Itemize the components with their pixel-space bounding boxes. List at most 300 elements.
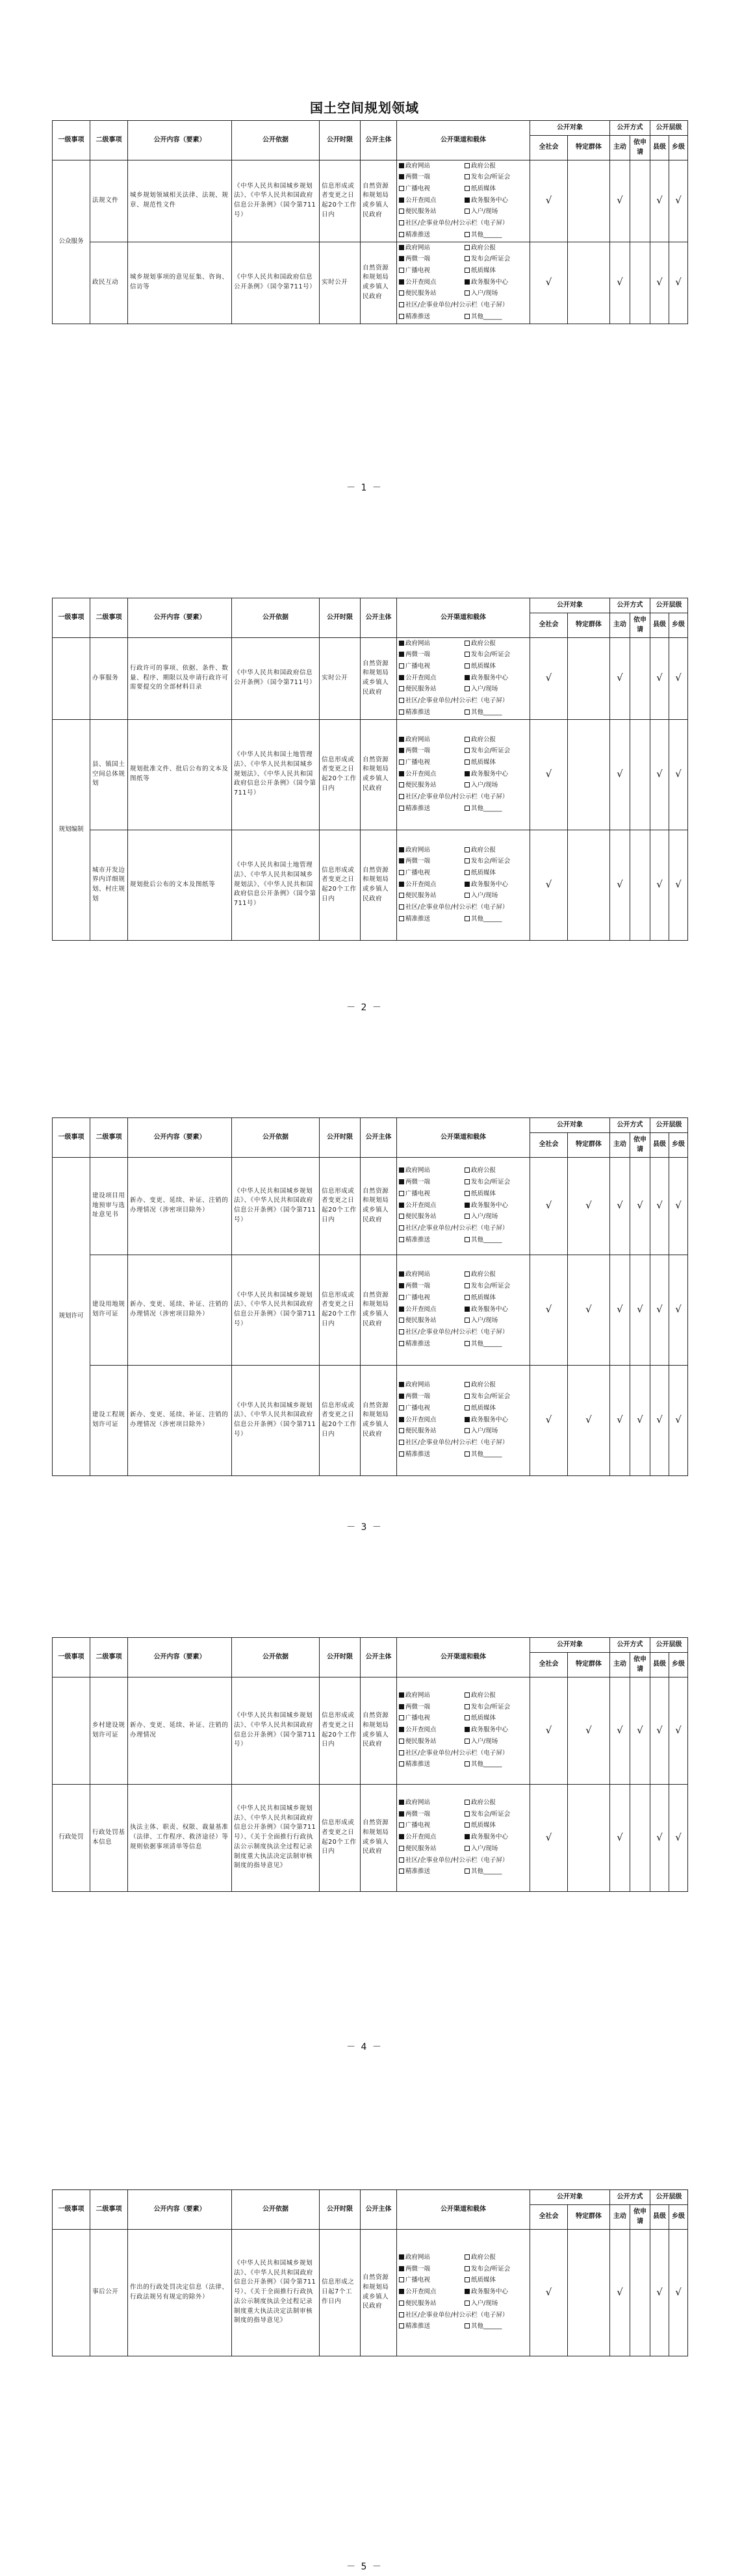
content-cell: 规划批后公布的文本及图纸等 xyxy=(128,830,232,940)
carrier-option-book xyxy=(399,1450,462,1460)
carrier-label: 便民服务站 xyxy=(405,1844,437,1852)
carrier-option-board xyxy=(399,1416,462,1425)
carrier-label: 广播电视 xyxy=(405,758,431,766)
carrier-option-two_micro xyxy=(399,1810,462,1820)
carrier-option-book xyxy=(399,804,462,814)
col-level2-header: 二级事项 xyxy=(90,2190,128,2230)
carrier-option-gov_bulletin xyxy=(465,2253,528,2263)
col-subject-header: 公开主体 xyxy=(361,1638,397,1677)
col-subject-header: 公开主体 xyxy=(361,1118,397,1158)
subject-cell: 自然资源和规划局或乡镇人民政府 xyxy=(361,242,397,324)
mode-apply-tick: √ xyxy=(630,1365,650,1475)
carrier-label: 其他______ xyxy=(471,2323,502,2330)
checked-box-icon xyxy=(399,256,404,261)
unchecked-box-icon xyxy=(465,1846,470,1851)
carrier-label: 社区/企事业单位/村公示栏（电子屏） xyxy=(405,220,509,227)
carrier-option-radio xyxy=(399,869,462,878)
carrier-label: 政府公报 xyxy=(471,2253,496,2261)
carrier-label: 广播电视 xyxy=(405,2276,431,2284)
header-row xyxy=(53,1118,688,1133)
carrier-option-convenience xyxy=(399,1316,462,1326)
carrier-option-paper xyxy=(465,1714,528,1724)
carrier-option-press xyxy=(465,1703,528,1713)
level1-cell: 规划编制 xyxy=(53,719,90,940)
unchecked-box-icon xyxy=(399,232,404,237)
carrier-label: 纸质媒体 xyxy=(471,266,496,274)
level-town-tick: √ xyxy=(669,242,688,324)
carrier-label: 两微一端 xyxy=(405,1179,431,1186)
col-mode-active-header: 主动 xyxy=(610,613,630,637)
carrier-label: 两微一端 xyxy=(405,1703,431,1711)
carrier-option-gov_bulletin xyxy=(465,1798,528,1808)
checked-box-icon xyxy=(399,1834,404,1839)
carrier-label: 政务服务中心 xyxy=(471,1726,509,1734)
subject-cell: 自然资源和规划局或乡镇人民政府 xyxy=(361,719,397,830)
carrier-option-two_micro xyxy=(399,1282,462,1292)
carrier-label: 便民服务站 xyxy=(405,208,437,216)
unchecked-box-icon xyxy=(399,1846,404,1851)
unchecked-box-icon xyxy=(465,268,470,273)
carrier-label: 政府公报 xyxy=(471,735,496,743)
carrier-option-gov_bulletin xyxy=(465,1270,528,1280)
checked-box-icon xyxy=(399,1692,404,1698)
col-level-town-header: 乡级 xyxy=(669,2204,688,2229)
carrier-label: 发布会/听证会 xyxy=(471,1703,511,1711)
carrier-option-service xyxy=(465,2288,528,2297)
unchecked-box-icon xyxy=(399,1822,404,1828)
unchecked-box-icon xyxy=(465,209,470,214)
carrier-label: 公开查阅点 xyxy=(405,196,437,204)
carrier-label: 社区/企事业单位/村公示栏（电子屏） xyxy=(405,1225,509,1232)
level1-cell: 行政处罚 xyxy=(53,1784,90,1891)
mode-active-tick: √ xyxy=(610,242,630,324)
carrier-label: 公开查阅点 xyxy=(405,674,437,682)
col-mode-header: 公开方式 xyxy=(610,598,650,613)
carrier-option-radio xyxy=(399,185,462,194)
carrier-label: 纸质媒体 xyxy=(471,758,496,766)
unchecked-box-icon xyxy=(399,1329,404,1334)
carrier-label: 政府网站 xyxy=(405,846,431,854)
carrier-label: 纸质媒体 xyxy=(471,662,496,670)
col-target-all-header: 全社会 xyxy=(530,135,568,160)
carrier-label: 发布会/听证会 xyxy=(471,858,511,865)
table-row xyxy=(53,1677,688,1784)
carrier-label: 社区/企事业单位/村公示栏（电子屏） xyxy=(405,301,509,309)
carrier-label: 精准推送 xyxy=(405,1450,431,1458)
checked-box-icon xyxy=(399,1179,404,1184)
col-time-header: 公开时限 xyxy=(320,598,361,638)
carrier-label: 政府网站 xyxy=(405,639,431,647)
unchecked-box-icon xyxy=(465,245,470,250)
carrier-option-convenience xyxy=(399,1212,462,1222)
carrier-label: 社区/企事业单位/村公示栏（电子屏） xyxy=(405,697,509,705)
carrier-option-press xyxy=(465,1392,528,1402)
carrier-label: 纸质媒体 xyxy=(471,1294,496,1301)
carrier-option-convenience xyxy=(399,1844,462,1854)
carrier-option-other xyxy=(465,804,528,814)
time-cell: 信息形成或者变更之日起20个工作日内 xyxy=(320,1677,361,1784)
level-county-tick: √ xyxy=(650,637,669,719)
carrier-label: 政府网站 xyxy=(405,1798,431,1806)
unchecked-box-icon xyxy=(465,1405,470,1410)
mode-apply-tick: √ xyxy=(630,1677,650,1784)
carrier-label: 发布会/听证会 xyxy=(471,651,511,659)
carrier-label: 两微一端 xyxy=(405,651,431,659)
carrier-label: 精准推送 xyxy=(405,312,431,320)
mode-apply-tick: √ xyxy=(630,1157,650,1255)
col-content-header: 公开内容（要素） xyxy=(128,1638,232,1677)
unchecked-box-icon xyxy=(465,1341,470,1346)
carrier-label: 精准推送 xyxy=(405,2323,431,2330)
unchecked-box-icon xyxy=(465,2323,470,2328)
content-cell: 规划批准文件、批后公布的文本及图纸等 xyxy=(128,719,232,830)
carrier-label: 其他______ xyxy=(471,1340,502,1347)
carrier-label: 公开查阅点 xyxy=(405,1416,437,1423)
carrier-label: 精准推送 xyxy=(405,1868,431,1876)
carrier-option-convenience xyxy=(399,685,462,695)
carrier-label: 政务服务中心 xyxy=(471,770,509,778)
col-subject-header: 公开主体 xyxy=(361,598,397,638)
mode-active-tick: √ xyxy=(610,637,630,719)
time-cell: 实时公开 xyxy=(320,242,361,324)
disclosure-table xyxy=(52,1637,688,1892)
unchecked-box-icon xyxy=(465,870,470,875)
level-town-tick: √ xyxy=(669,637,688,719)
col-level2-header: 二级事项 xyxy=(90,1638,128,1677)
col-level-header: 公开层级 xyxy=(650,598,688,613)
carrier-option-door xyxy=(465,289,528,299)
mode-active-tick: √ xyxy=(610,1255,630,1365)
carrier-option-book xyxy=(399,708,462,718)
carrier-option-gov_bulletin xyxy=(465,1691,528,1701)
unchecked-box-icon xyxy=(465,1811,470,1817)
level-county-tick: √ xyxy=(650,160,669,242)
carrier-option-book xyxy=(399,2322,462,2332)
level-county-tick: √ xyxy=(650,2229,669,2356)
level2-cell: 城市开发边界内详细规划、村庄规划 xyxy=(90,830,128,940)
carrier-option-gov_site xyxy=(399,1270,462,1280)
level-town-tick: √ xyxy=(669,1784,688,1891)
subject-cell: 自然资源和规划局或乡镇人民政府 xyxy=(361,1255,397,1365)
carrier-label: 政府网站 xyxy=(405,1691,431,1699)
unchecked-box-icon xyxy=(399,1857,404,1863)
carrier-label: 社区/企事业单位/村公示栏（电子屏） xyxy=(405,1856,509,1864)
unchecked-box-icon xyxy=(399,1318,404,1323)
page-number: － 3 － xyxy=(346,1522,383,1533)
target-group-tick: √ xyxy=(568,1677,610,1784)
target-all-tick: √ xyxy=(530,719,568,830)
target-group-tick: √ xyxy=(568,1255,610,1365)
carrier-label: 发布会/听证会 xyxy=(471,255,511,263)
col-target-all-header: 全社会 xyxy=(530,613,568,637)
carrier-label: 便民服务站 xyxy=(405,1213,437,1221)
carrier-label: 发布会/听证会 xyxy=(471,1393,511,1401)
unchecked-box-icon xyxy=(465,1822,470,1828)
unchecked-box-icon xyxy=(399,2301,404,2306)
subject-cell: 自然资源和规划局或乡镇人民政府 xyxy=(361,2229,397,2356)
header-row xyxy=(53,121,688,136)
col-level-town-header: 乡级 xyxy=(669,613,688,637)
carrier-label: 精准推送 xyxy=(405,1236,431,1243)
carrier-option-service xyxy=(465,770,528,780)
carrier-option-two_micro xyxy=(399,173,462,183)
carrier-option-radio xyxy=(399,662,462,672)
col-level-header: 公开层级 xyxy=(650,121,688,136)
col-level1-header: 一级事项 xyxy=(53,598,90,638)
carrier-option-two_micro xyxy=(399,2265,462,2275)
carrier-label: 入户/现场 xyxy=(471,290,498,298)
carrier-label: 政务服务中心 xyxy=(471,2288,509,2296)
unchecked-box-icon xyxy=(399,663,404,669)
content-cell: 城乡规划事项的意见征集、咨询、信访等 xyxy=(128,242,232,324)
col-channel-header: 公开渠道和载体 xyxy=(397,2190,530,2230)
carrier-label: 政府网站 xyxy=(405,735,431,743)
unchecked-box-icon xyxy=(399,302,404,307)
carrier-label: 广播电视 xyxy=(405,1294,431,1301)
carrier-label: 政务服务中心 xyxy=(471,1416,509,1423)
checked-box-icon xyxy=(399,771,404,776)
col-level-town-header: 乡级 xyxy=(669,1652,688,1677)
carrier-label: 社区/企事业单位/村公示栏（电子屏） xyxy=(405,2311,509,2319)
carrier-cell xyxy=(397,1255,530,1365)
col-level2-header: 二级事项 xyxy=(90,1118,128,1158)
col-target-all-header: 全社会 xyxy=(530,2204,568,2229)
carrier-label: 其他______ xyxy=(471,915,502,923)
checked-box-icon xyxy=(399,245,404,250)
carrier-option-paper xyxy=(465,1190,528,1199)
unchecked-box-icon xyxy=(399,782,404,787)
basis-cell: 《中华人民共和国城乡规划法》、《中华人民共和国政府信息公开条例》（国令第711号）、《关于全面推行行政执法公示制度执法全过程记录制度重大执法决定法制审核制度的指导意见》 xyxy=(232,2229,320,2356)
col-level1-header: 一级事项 xyxy=(53,1118,90,1158)
carrier-option-gov_site xyxy=(399,846,462,856)
carrier-cell xyxy=(397,830,530,940)
carrier-option-gov_bulletin xyxy=(465,639,528,649)
carrier-label: 精准推送 xyxy=(405,1340,431,1347)
checked-box-icon xyxy=(465,1203,470,1208)
level-county-tick: √ xyxy=(650,1677,669,1784)
content-cell: 新办、变更、延续、补证、注销的办理情况（涉密项目除外） xyxy=(128,1157,232,1255)
unchecked-box-icon xyxy=(399,1237,404,1242)
level2-cell: 建设用地规划许可证 xyxy=(90,1255,128,1365)
carrier-label: 公开查阅点 xyxy=(405,1833,437,1841)
unchecked-box-icon xyxy=(465,759,470,765)
carrier-option-press xyxy=(465,1282,528,1292)
unchecked-box-icon xyxy=(399,1750,404,1755)
carrier-option-two_micro xyxy=(399,1703,462,1713)
carrier-option-other xyxy=(465,312,528,322)
level-town-tick: √ xyxy=(669,1255,688,1365)
table-row xyxy=(53,1157,688,1255)
carrier-label: 入户/现场 xyxy=(471,1317,498,1325)
carrier-label: 公开查阅点 xyxy=(405,1305,437,1313)
carrier-option-door xyxy=(465,1427,528,1436)
subject-cell: 自然资源和规划局或乡镇人民政府 xyxy=(361,1365,397,1475)
carrier-option-paper xyxy=(465,1404,528,1414)
mode-apply-tick xyxy=(630,637,650,719)
carrier-cell xyxy=(397,1365,530,1475)
unchecked-box-icon xyxy=(399,1739,404,1744)
carrier-label: 社区/企事业单位/村公示栏（电子屏） xyxy=(405,904,509,912)
carrier-option-door xyxy=(465,207,528,217)
unchecked-box-icon xyxy=(399,314,404,319)
carrier-options xyxy=(399,735,528,814)
carrier-cell xyxy=(397,1157,530,1255)
page-number: － 1 － xyxy=(346,483,383,493)
target-group-tick xyxy=(568,830,610,940)
target-group-tick xyxy=(568,1784,610,1891)
carrier-label: 便民服务站 xyxy=(405,1737,437,1745)
mode-apply-tick xyxy=(630,242,650,324)
col-level-county-header: 县级 xyxy=(650,135,669,160)
unchecked-box-icon xyxy=(399,759,404,765)
checked-box-icon xyxy=(465,675,470,680)
carrier-option-convenience xyxy=(399,2299,462,2309)
carrier-label: 发布会/听证会 xyxy=(471,173,511,181)
col-level-county-header: 县级 xyxy=(650,2204,669,2229)
carrier-option-gov_site xyxy=(399,162,462,172)
col-mode-apply-header: 依申请 xyxy=(630,613,650,637)
carrier-option-door xyxy=(465,685,528,695)
col-level-county-header: 县级 xyxy=(650,1652,669,1677)
carrier-option-other xyxy=(465,2322,528,2332)
page-number: － 4 － xyxy=(346,2042,383,2052)
col-content-header: 公开内容（要素） xyxy=(128,1118,232,1158)
carrier-option-gov_site xyxy=(399,1798,462,1808)
time-cell: 信息形成或者变更之日起20个工作日内 xyxy=(320,719,361,830)
carrier-label: 纸质媒体 xyxy=(471,1190,496,1197)
checked-box-icon xyxy=(399,2254,404,2260)
carrier-label: 纸质媒体 xyxy=(471,1715,496,1722)
carrier-label: 入户/现场 xyxy=(471,782,498,789)
mode-apply-tick xyxy=(630,1784,650,1891)
carrier-cell xyxy=(397,160,530,242)
col-level-header: 公开层级 xyxy=(650,2190,688,2205)
col-time-header: 公开时限 xyxy=(320,121,361,160)
carrier-label: 公开查阅点 xyxy=(405,1201,437,1209)
carrier-option-community xyxy=(399,1749,528,1759)
carrier-option-other xyxy=(465,915,528,925)
level-county-tick: √ xyxy=(650,1365,669,1475)
col-time-header: 公开时限 xyxy=(320,1638,361,1677)
carrier-option-gov_site xyxy=(399,639,462,649)
mode-active-tick: √ xyxy=(610,719,630,830)
target-all-tick: √ xyxy=(530,1157,568,1255)
checked-box-icon xyxy=(399,1417,404,1422)
content-cell: 执法主体、职责、权限、裁量基准（法律、工作程序、救济途径）等规则依据事项清单等信息 xyxy=(128,1784,232,1891)
carrier-label: 发布会/听证会 xyxy=(471,747,511,755)
mode-apply-tick xyxy=(630,2229,650,2356)
checked-box-icon xyxy=(399,1704,404,1709)
level1-cell xyxy=(53,2229,90,2356)
level2-cell: 建设项目用地预审与选址意见书 xyxy=(90,1157,128,1255)
checked-box-icon xyxy=(465,198,470,203)
unchecked-box-icon xyxy=(399,268,404,273)
carrier-options xyxy=(399,846,528,925)
carrier-option-gov_bulletin xyxy=(465,162,528,172)
carrier-label: 公开查阅点 xyxy=(405,278,437,286)
carrier-label: 广播电视 xyxy=(405,1822,431,1830)
table-row xyxy=(53,830,688,940)
level-county-tick: √ xyxy=(650,719,669,830)
col-channel-header: 公开渠道和载体 xyxy=(397,598,530,638)
level2-cell: 办事服务 xyxy=(90,637,128,719)
col-subject-header: 公开主体 xyxy=(361,121,397,160)
carrier-option-convenience xyxy=(399,1737,462,1747)
carrier-option-board xyxy=(399,278,462,288)
carrier-option-gov_site xyxy=(399,1166,462,1176)
unchecked-box-icon xyxy=(465,1451,470,1457)
unchecked-box-icon xyxy=(465,1739,470,1744)
unchecked-box-icon xyxy=(465,893,470,898)
unchecked-box-icon xyxy=(399,698,404,703)
unchecked-box-icon xyxy=(465,737,470,742)
carrier-label: 政府网站 xyxy=(405,2253,431,2261)
carrier-option-other xyxy=(465,1236,528,1245)
carrier-label: 入户/现场 xyxy=(471,685,498,693)
carrier-label: 入户/现场 xyxy=(471,2299,498,2307)
carrier-label: 政府网站 xyxy=(405,244,431,251)
carrier-option-book xyxy=(399,1340,462,1349)
table-row xyxy=(53,719,688,830)
carrier-option-service xyxy=(465,674,528,683)
checked-box-icon xyxy=(399,1203,404,1208)
target-all-tick: √ xyxy=(530,637,568,719)
carrier-label: 政务服务中心 xyxy=(471,278,509,286)
carrier-option-board xyxy=(399,2288,462,2297)
carrier-label: 政府公报 xyxy=(471,1381,496,1389)
carrier-label: 政府网站 xyxy=(405,1381,431,1389)
time-cell: 信息形成或者变更之日起20个工作日内 xyxy=(320,1365,361,1475)
carrier-label: 纸质媒体 xyxy=(471,1404,496,1412)
carrier-option-other xyxy=(465,1450,528,1460)
col-target-header: 公开对象 xyxy=(530,121,610,136)
checked-box-icon xyxy=(399,1727,404,1732)
carrier-label: 政府公报 xyxy=(471,639,496,647)
unchecked-box-icon xyxy=(465,1800,470,1805)
carrier-option-press xyxy=(465,255,528,264)
checked-box-icon xyxy=(399,174,404,179)
carrier-cell xyxy=(397,242,530,324)
col-mode-active-header: 主动 xyxy=(610,1132,630,1157)
col-target-group-header: 特定群体 xyxy=(568,2204,610,2229)
mode-apply-tick: √ xyxy=(630,1255,650,1365)
checked-box-icon xyxy=(399,1307,404,1312)
carrier-label: 政府公报 xyxy=(471,846,496,854)
unchecked-box-icon xyxy=(399,916,404,921)
carrier-option-radio xyxy=(399,2276,462,2286)
carrier-option-radio xyxy=(399,1404,462,1414)
level2-cell: 县、镇国土空间总体规划 xyxy=(90,719,128,830)
carrier-option-radio xyxy=(399,266,462,276)
carrier-option-community xyxy=(399,1224,528,1234)
table-row xyxy=(53,242,688,324)
target-group-tick xyxy=(568,160,610,242)
unchecked-box-icon xyxy=(399,1761,404,1766)
mode-active-tick: √ xyxy=(610,1784,630,1891)
checked-box-icon xyxy=(399,641,404,646)
carrier-label: 便民服务站 xyxy=(405,782,437,789)
basis-cell: 《中华人民共和国城乡规划法》、《中华人民共和国政府信息公开条例》（国令第711号） xyxy=(232,1365,320,1475)
carrier-option-press xyxy=(465,1178,528,1188)
mode-active-tick: √ xyxy=(610,2229,630,2356)
carrier-options xyxy=(399,1798,528,1877)
unchecked-box-icon xyxy=(465,163,470,168)
carrier-option-book xyxy=(399,1236,462,1245)
unchecked-box-icon xyxy=(465,1295,470,1300)
carrier-option-two_micro xyxy=(399,650,462,660)
carrier-label: 发布会/听证会 xyxy=(471,2265,511,2273)
col-content-header: 公开内容（要素） xyxy=(128,2190,232,2230)
